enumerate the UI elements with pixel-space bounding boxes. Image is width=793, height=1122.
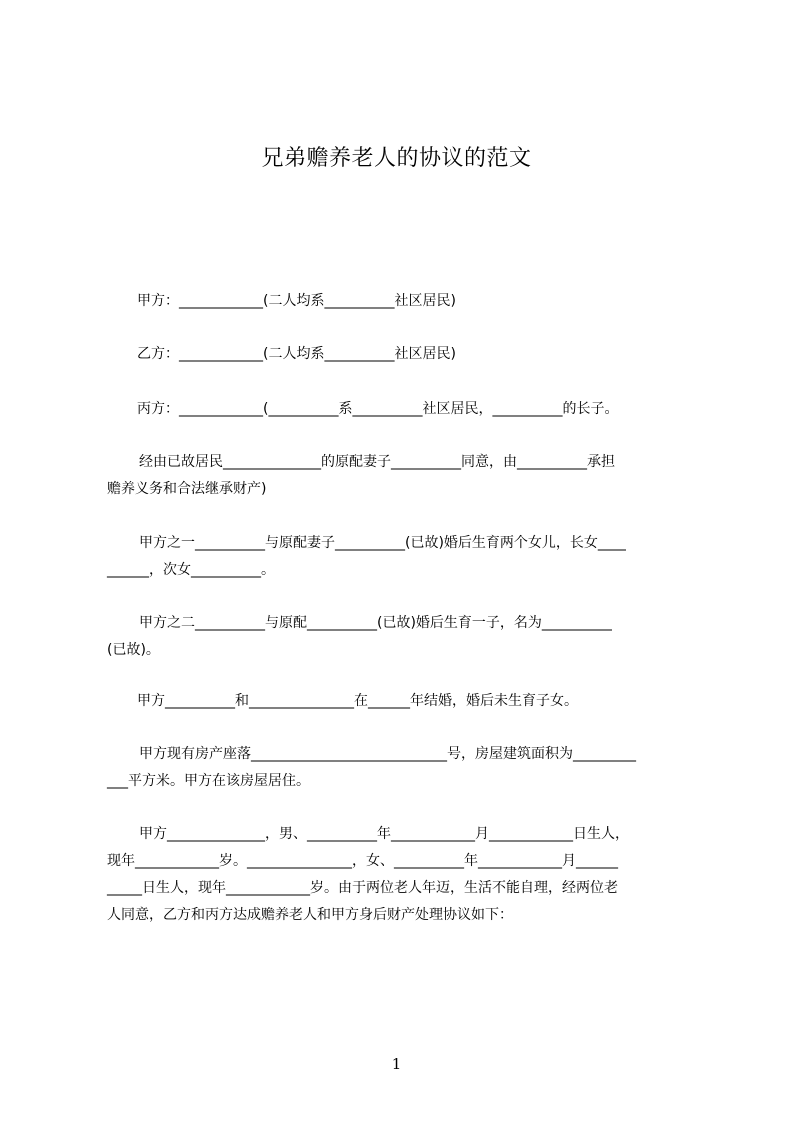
paragraph-line: 现年____________岁。_______________，女、__________年____________月______ <box>107 853 618 869</box>
party-a-line: 甲方：____________(二人均系__________社区居民) <box>137 293 456 309</box>
paragraph-line: _____日生人，现年____________岁。由于两位老人年迈，生活不能自理，经两位老 <box>107 880 618 896</box>
paragraph-line: 甲方______________，男、__________年____________月____________日生人， <box>139 826 629 842</box>
paragraph-line: 经由已故居民______________的原配妻子__________同意，由__________承担 <box>139 454 615 470</box>
party-b-line: 乙方：____________(二人均系__________社区居民) <box>137 346 456 362</box>
paragraph-line: ______，次女__________。 <box>107 562 275 578</box>
document-title: 兄弟赡养老人的协议的范文 <box>261 146 532 171</box>
paragraph-line: ___平方米。甲方在该房屋居住。 <box>107 773 310 789</box>
paragraph-line: 甲方之一__________与原配妻子__________(已故)婚后生育两个女儿，长女____ <box>139 535 626 551</box>
paragraph-line: 甲方__________和_______________在______年结婚，婚后未生育子女。 <box>137 693 578 709</box>
page-number: 1 <box>391 1055 402 1073</box>
paragraph-line: 人同意，乙方和丙方达成赡养老人和甲方身后财产处理协议如下： <box>107 907 513 923</box>
party-c-line: 丙方：____________(__________系__________社区居民，__________的长子。 <box>137 401 619 417</box>
paragraph-line: 甲方现有房产座落____________________________号，房屋建筑面积为_________ <box>139 746 636 762</box>
paragraph-line: 赡养义务和合法继承财产) <box>107 481 267 497</box>
paragraph-line: 甲方之二__________与原配__________(已故)婚后生育一子，名为__________ <box>139 615 612 631</box>
paragraph-line: (已故)。 <box>107 642 160 658</box>
